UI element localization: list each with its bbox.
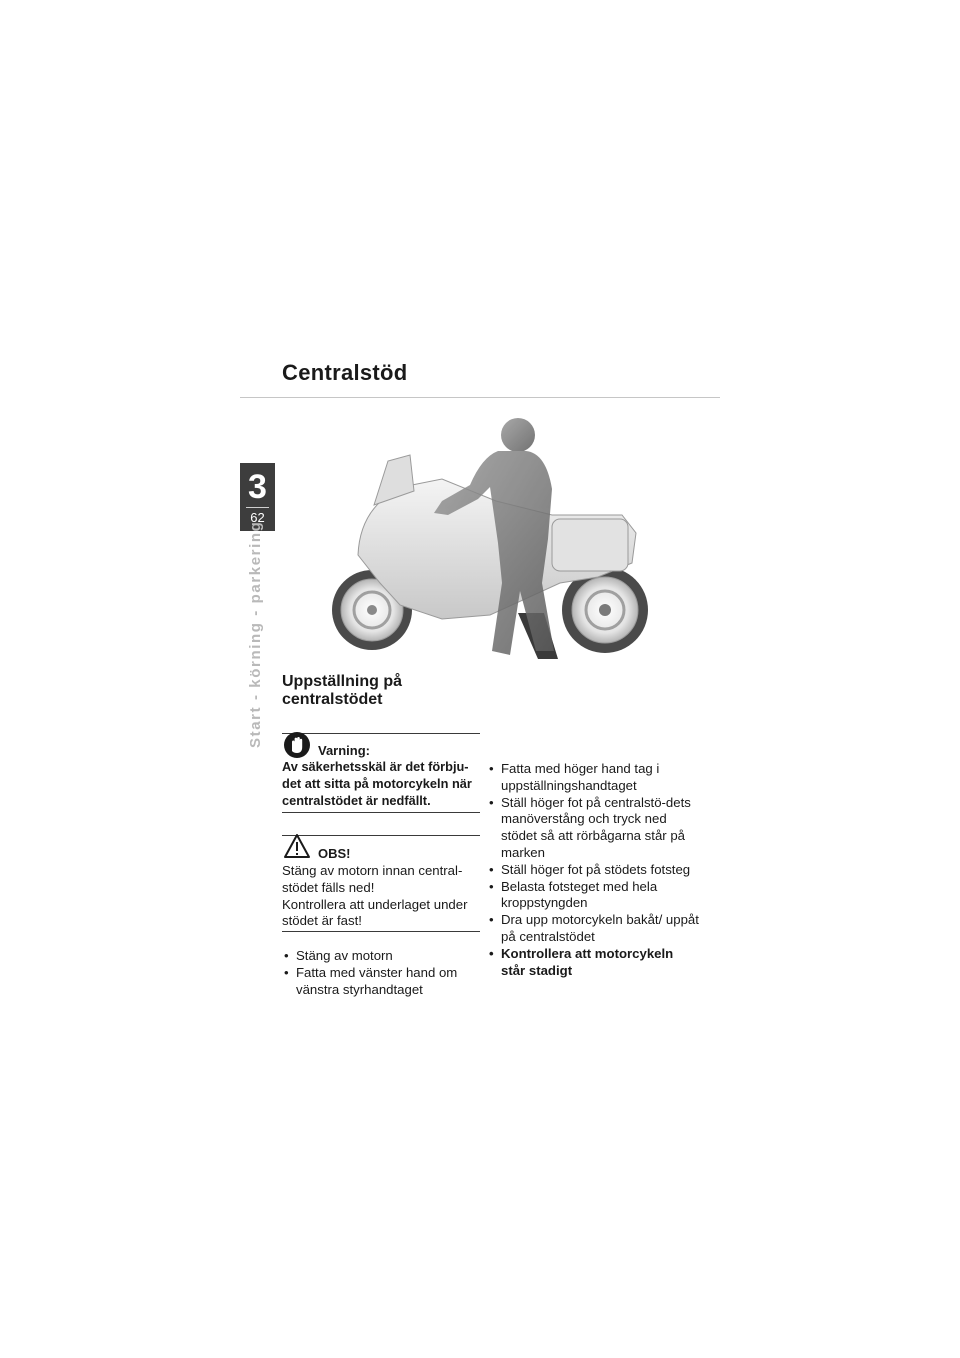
title-divider — [240, 397, 720, 398]
note-line-2: Kontrollera att underlaget under stödet är fast! — [282, 896, 468, 929]
list-item: • Belasta fotsteget med hela kroppstyngden — [489, 879, 701, 913]
exclamation-triangle-icon — [283, 832, 311, 860]
motorcycle-centerstand-illustration — [330, 415, 660, 670]
section-heading: Uppställning på centralstödet — [282, 673, 402, 708]
list-item: • Ställ höger fot på stödets fotsteg — [489, 862, 701, 879]
warning-text: Av säkerhetsskäl är det förbju-det att sitta på motorcykeln när centralstödet är nedfällt. — [282, 759, 472, 808]
note-bottom-rule — [282, 931, 480, 932]
note-top-rule — [282, 835, 480, 836]
chapter-side-label: Start - körning - parkering — [247, 520, 264, 748]
stop-hand-icon — [283, 731, 311, 759]
warning-label: Varning: — [318, 743, 371, 758]
note-label: OBS! — [318, 846, 351, 861]
note-line-1: Stäng av motorn innan central-stödet fälls ned! — [282, 863, 463, 895]
list-item: • Fatta med höger hand tag i uppställningshandtaget — [489, 761, 701, 795]
list-item: • Fatta med vänster hand om vänstra styrhandtaget — [284, 965, 484, 999]
list-item: • Ställ höger fot på centralstö-dets manöverstång och tryck ned stödet så att rörbågarna står på marken — [489, 795, 701, 862]
warning-bottom-rule — [282, 812, 480, 813]
note-text — [282, 863, 482, 930]
list-item: • Stäng av motorn — [284, 948, 484, 965]
page-title: Centralstöd — [282, 360, 408, 385]
pannier — [552, 519, 628, 571]
warning-top-rule — [282, 733, 480, 734]
chapter-divider — [246, 507, 269, 508]
list-item: • Dra upp motorcykeln bakåt/ uppåt på centralstödet — [489, 912, 701, 946]
steps-list-left — [284, 948, 484, 998]
page-number: 62 — [250, 510, 265, 525]
chapter-number: 3 — [248, 468, 267, 506]
list-item-final-check: • Kontrollera att motorcykeln står stadigt — [489, 946, 701, 980]
steps-list-right — [489, 761, 701, 979]
